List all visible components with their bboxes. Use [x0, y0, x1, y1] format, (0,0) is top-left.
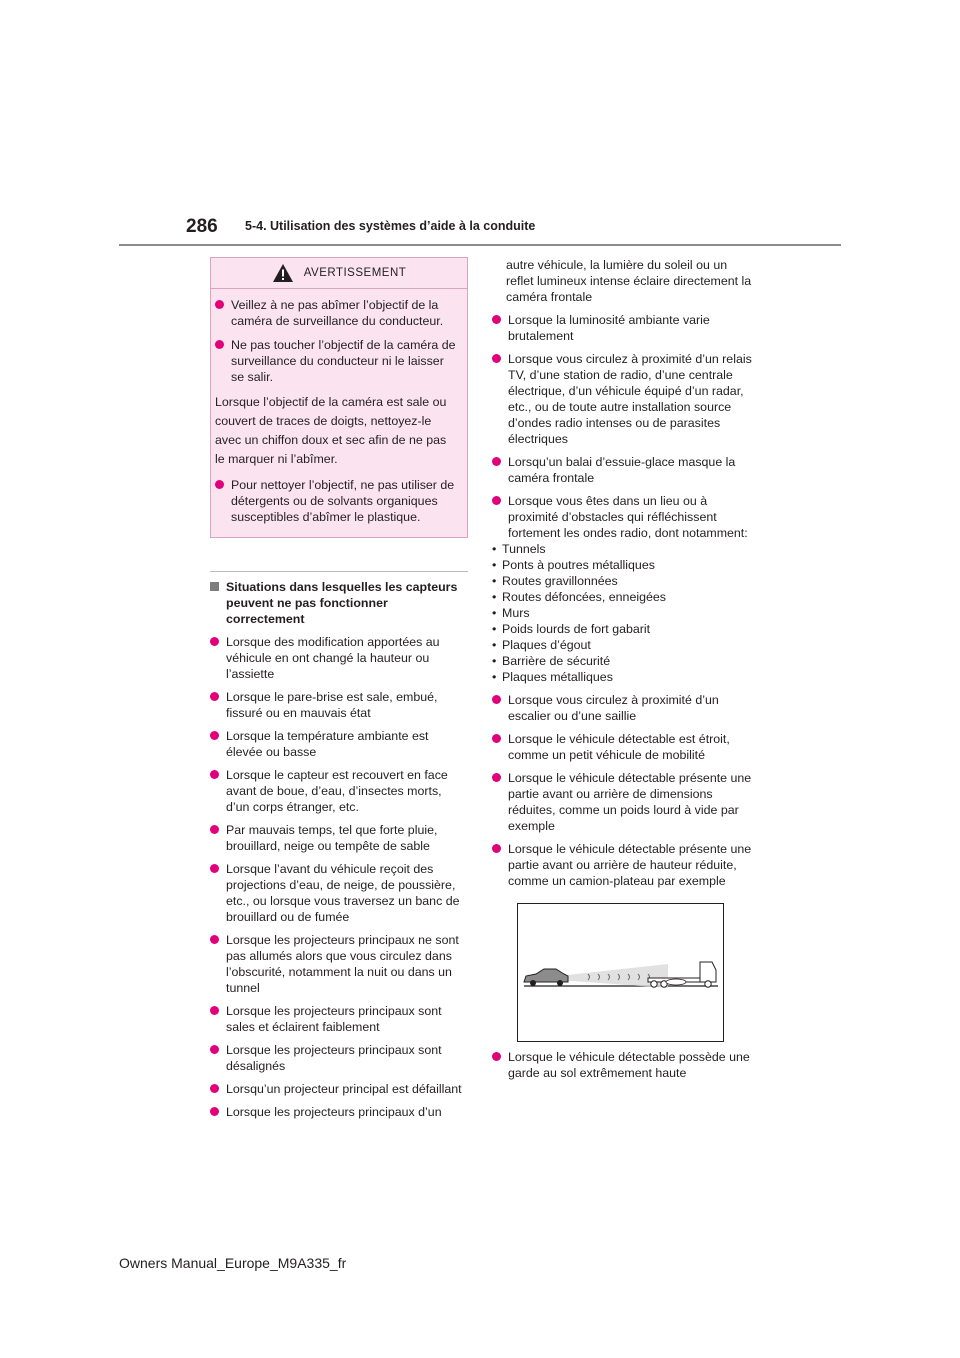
warning-title: AVERTISSEMENT [303, 267, 407, 279]
bullet-dot-icon [492, 695, 501, 704]
obstacle-item: • Murs [492, 606, 530, 620]
bullet-dot-icon [492, 315, 501, 324]
warning-header [211, 258, 467, 289]
obstacle-item: • Plaques métalliques [492, 670, 613, 684]
obstacle-item: • Routes gravillonnées [492, 574, 618, 588]
warning-item: Veillez à ne pas abîmer l’objectif de la caméra de surveillance du conducteur. [215, 297, 459, 329]
list-item: Lorsque le véhicule détectable possède une garde au sol extrêmement haute [492, 1049, 752, 1081]
list-item: Lorsque vous circulez à proximité d’un relais TV, d’une station de radio, d’une centrale électrique, d’un véhicule équipé d’un radar, etc., ou de toute autre installation source d’ondes radio intenses ou de parasites électriques [492, 351, 752, 447]
left-column [210, 257, 468, 1120]
obstacle-item: • Ponts à poutres métalliques [492, 558, 655, 572]
list-item: Lorsque le capteur est recouvert en face avant de boue, d’eau, d’insectes morts, d’un corps étranger, etc. [210, 767, 468, 815]
list-item: Lorsque le véhicule détectable est étroit, comme un petit véhicule de mobilité [492, 731, 752, 763]
obstacle-item: • Tunnels [492, 542, 546, 556]
list-item: Lorsque des modification apportées au véhicule en ont changé la hauteur ou l’assiette [210, 634, 468, 682]
list-item: Lorsque les projecteurs principaux d’un [210, 1104, 468, 1120]
obstacle-list [492, 541, 752, 685]
bullet-dot-icon [210, 864, 219, 873]
list-item: Lorsque la luminosité ambiante varie brutalement [492, 312, 752, 344]
bullet-dot-icon [492, 457, 501, 466]
section-divider [210, 571, 468, 572]
bullet-dot-icon [210, 731, 219, 740]
bullet-dot-icon [210, 935, 219, 944]
bullet-dot-icon [492, 354, 501, 363]
warning-item: Pour nettoyer l’objectif, ne pas utiliser de détergents ou de solvants organiques susceptibles d’abîmer le plastique. [215, 477, 459, 525]
bullet-dot-icon [210, 1006, 219, 1015]
list-item: Lorsque les projecteurs principaux sont désalignés [210, 1042, 468, 1074]
list-item: Lorsqu’un balai d’essuie-glace masque la caméra frontale [492, 454, 752, 486]
list-item: Lorsqu’un projecteur principal est défaillant [210, 1081, 468, 1097]
bullet-dot-icon [210, 1084, 219, 1093]
bullet-dot-icon [492, 1052, 501, 1061]
bullet-dot-icon [210, 825, 219, 834]
list-item: Lorsque la température ambiante est élevée ou basse [210, 728, 468, 760]
list-item: Lorsque le pare-brise est sale, embué, fissuré ou en mauvais état [210, 689, 468, 721]
list-item: Par mauvais temps, tel que forte pluie, brouillard, neige ou tempête de sable [210, 822, 468, 854]
page-number: 286 [186, 216, 218, 237]
obstacle-item: • Routes défoncées, enneigées [492, 590, 666, 604]
bullet-dot-icon [210, 637, 219, 646]
warning-paragraph: Lorsque l’objectif de la caméra est sale ou couvert de traces de doigts, nettoyez-le avec un chiffon doux et sec afin de ne pas le marquer ni l’abîmer. [215, 395, 447, 466]
bullet-dot-icon [492, 496, 501, 505]
warning-box [210, 257, 468, 538]
bullet-dot-icon [492, 773, 501, 782]
right-column [492, 257, 752, 1081]
warning-triangle-icon [272, 263, 294, 283]
footer-document-id: Owners Manual_Europe_M9A335_fr [119, 1255, 347, 1271]
obstacle-item: • Poids lourds de fort gabarit [492, 622, 651, 636]
bullet-dot-icon [210, 770, 219, 779]
illustration-drawing [518, 904, 723, 1041]
list-item: Lorsque vous êtes dans un lieu ou à proximité d’obstacles qui réfléchissent fortement les ondes radio, dont notamment: [492, 493, 752, 541]
obstacle-item: • Plaques d’égout [492, 638, 591, 652]
list-item-continuation: autre véhicule, la lumière du soleil ou un reflet lumineux intense éclaire directement la caméra frontale [506, 258, 752, 304]
warning-item: Ne pas toucher l’objectif de la caméra de surveillance du conducteur ni le laisser se salir. [215, 337, 459, 385]
illustration-flatbed-truck [517, 903, 724, 1042]
bullet-dot-icon [210, 692, 219, 701]
section-title: 5-4. Utilisation des systèmes d’aide à la conduite [245, 219, 536, 233]
list-item: Lorsque vous circulez à proximité d’un escalier ou d’une saillie [492, 692, 752, 724]
list-item: Lorsque l’avant du véhicule reçoit des projections d’eau, de neige, de poussière, etc., ou lorsque vous traversez un banc de brouillard ou de fumée [210, 861, 468, 925]
bullet-dot-icon [492, 844, 501, 853]
situations-heading: Situations dans lesquelles les capteurs peuvent ne pas fonctionner correctement [210, 579, 468, 627]
bullet-dot-icon [492, 734, 501, 743]
square-bullet-icon [210, 582, 219, 591]
bullet-dot-icon [215, 340, 224, 349]
bullet-dot-icon [210, 1107, 219, 1116]
bullet-dot-icon [210, 1045, 219, 1054]
list-item: Lorsque les projecteurs principaux ne sont pas allumés alors que vous circulez dans l’obscurité, notamment la nuit ou dans un tunnel [210, 932, 468, 996]
obstacle-item: • Barrière de sécurité [492, 654, 611, 668]
list-item: Lorsque les projecteurs principaux sont sales et éclairent faiblement [210, 1003, 468, 1035]
bullet-dot-icon [215, 480, 224, 489]
list-item: Lorsque le véhicule détectable présente une partie avant ou arrière de dimensions réduites, comme un poids lourd à vide par exemple [492, 770, 752, 834]
bullet-dot-icon [215, 300, 224, 309]
header-rule [119, 244, 841, 246]
list-item: Lorsque le véhicule détectable présente une partie avant ou arrière de hauteur réduite, comme un camion-plateau par exemple [492, 841, 752, 889]
